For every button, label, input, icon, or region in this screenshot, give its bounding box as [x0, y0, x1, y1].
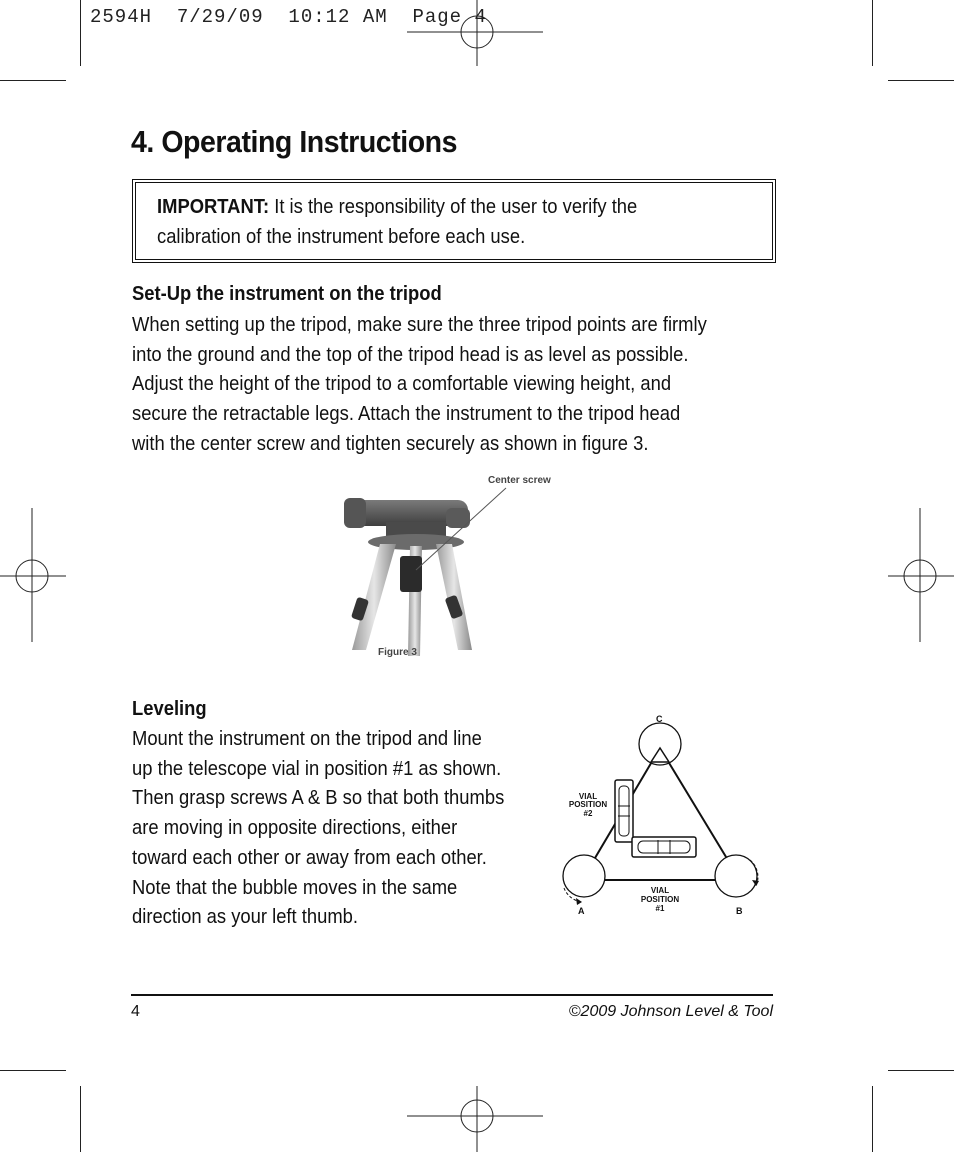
leveling-diagram — [560, 710, 774, 922]
leveling-line: Then grasp screws A & B so that both thumbs — [132, 787, 505, 810]
label-a: A — [578, 906, 585, 916]
telescope-objective — [446, 508, 470, 528]
leveling-line: are moving in opposite directions, either — [132, 817, 458, 840]
crop-mark — [888, 1070, 954, 1071]
screw-a-circle — [563, 855, 605, 897]
center-screw-callout: Center screw — [488, 475, 551, 486]
setup-line: with the center screw and tighten securely as shown in figure 3. — [132, 432, 649, 455]
crop-mark — [0, 1070, 66, 1071]
important-line-1: It is the responsibility of the user to verify the — [269, 196, 638, 218]
vial-2-label: #2 — [583, 809, 593, 818]
copyright-notice: ©2009 Johnson Level & Tool — [568, 1003, 773, 1020]
footer-rule — [131, 994, 773, 996]
page-number: 4 — [131, 1003, 140, 1020]
crop-mark — [80, 1086, 81, 1152]
vial-1-label: POSITION — [640, 895, 680, 904]
leveling-heading: Leveling — [132, 698, 207, 720]
vial-1-label: VIAL — [650, 886, 670, 895]
leveling-line: Mount the instrument on the tripod and line — [132, 728, 482, 750]
printer-slug: 2594H 7/29/09 10:12 AM Page 4 — [90, 6, 487, 28]
leveling-line: up the telescope vial in position #1 as shown. — [132, 757, 502, 780]
label-b: B — [736, 906, 743, 916]
setup-line: When setting up the tripod, make sure the three tripod points are firmly — [132, 314, 707, 336]
vial-2-label: POSITION — [568, 800, 608, 809]
setup-heading: Set-Up the instrument on the tripod — [132, 283, 442, 305]
leveling-line: Note that the bubble moves in the same — [132, 876, 458, 899]
instrument-base — [386, 522, 446, 536]
registration-mark-top — [407, 0, 547, 66]
arrowhead-a — [576, 898, 582, 905]
page-title: 4. Operating Instructions — [131, 124, 458, 159]
crop-mark — [872, 1086, 873, 1152]
leveling-paragraph — [132, 725, 555, 933]
vial-position-1 — [632, 837, 696, 857]
registration-mark-left — [0, 508, 66, 642]
figure-3-caption: Figure 3 — [378, 647, 417, 658]
tripod-leg-left — [352, 544, 396, 650]
vial-2-label: VIAL — [578, 792, 598, 801]
leveling-line: toward each other or away from each other. — [132, 846, 487, 869]
registration-mark-right — [888, 508, 954, 642]
screw-c-circle — [639, 723, 681, 765]
label-c: C — [656, 714, 663, 724]
important-notice-text — [157, 192, 709, 252]
figure-3-tripod-illustration — [338, 470, 568, 666]
center-screw — [400, 556, 422, 592]
setup-paragraph — [132, 311, 776, 460]
setup-line: secure the retractable legs. Attach the instrument to the tripod head — [132, 403, 681, 426]
screw-b-circle — [715, 855, 757, 897]
important-label: IMPORTANT: — [157, 196, 270, 218]
leveling-line: direction as your left thumb. — [132, 906, 359, 929]
triangle-outline — [582, 748, 740, 880]
crop-mark — [888, 80, 954, 81]
vial-1-label: #1 — [655, 904, 665, 913]
setup-line: into the ground and the top of the tripod head is as level as possible. — [132, 343, 689, 366]
vial-position-2 — [615, 780, 633, 842]
registration-mark-bottom — [407, 1086, 547, 1152]
crop-mark — [872, 0, 873, 66]
important-line-2: calibration of the instrument before each use. — [157, 226, 526, 248]
setup-line: Adjust the height of the tripod to a comfortable viewing height, and — [132, 373, 672, 396]
telescope-eyepiece — [344, 498, 366, 528]
crop-mark — [0, 80, 66, 81]
crop-mark — [80, 0, 81, 66]
